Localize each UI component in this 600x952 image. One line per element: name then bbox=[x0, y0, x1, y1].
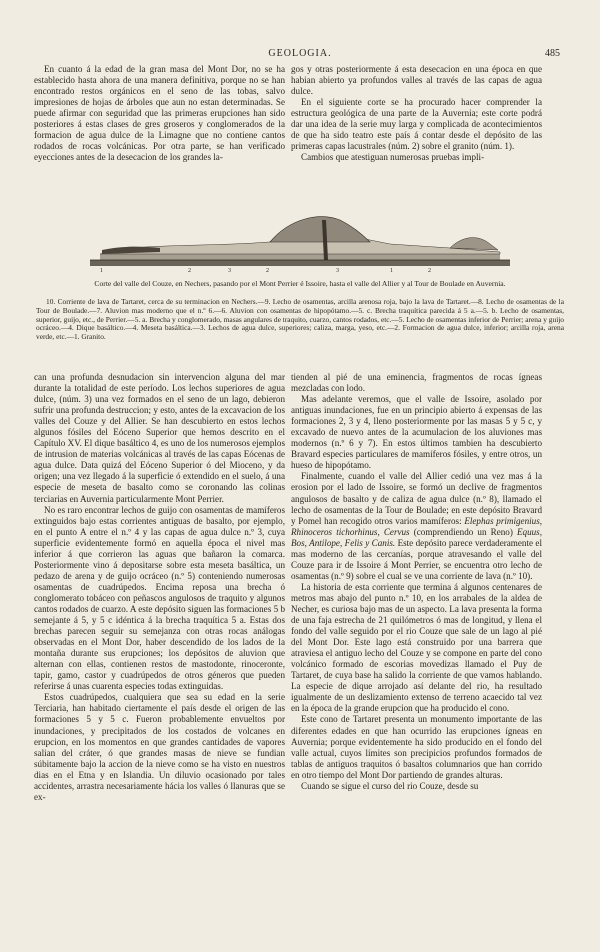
species-list: Equus, Bos, Antilope, Felis y Canis. bbox=[291, 526, 542, 548]
column-top-left bbox=[34, 64, 285, 196]
figure-label: 3 bbox=[336, 268, 339, 274]
figure-label: 2 bbox=[428, 268, 431, 274]
granite-layer bbox=[90, 260, 510, 266]
species-list: Elephas primigenius, Rhinoceros tichorhinus, Cervus bbox=[291, 515, 542, 537]
paragraph: Estos cuadrúpedos, cualquiera que sea su edad en la serie Terciaria, han habitado ciertamente el país desde el origen de las formaciones 5 y 5 c. Fueron probablemente envueltos por inundaciones, y precipitados de los costados de volcanes en erupcion, en los momentos en que grandes cantidades de vapores salian del cráter, ó que grandes masas de nieve se fundian súbitamente bajo la accion de la nieve como se ha visto en nuestros dias en el Etna y en Islandia. Un diluvio ocasionado por tales accidentes, arrastra necesariamente hácia los valles ó llanuras que se ex- bbox=[34, 692, 285, 802]
figure-label: 1 bbox=[100, 268, 103, 274]
figure-label: 2 bbox=[266, 268, 269, 274]
figure-label: 2 bbox=[188, 268, 191, 274]
paragraph: tienden al pié de una eminencia, fragmentos de rocas ígneas mezcladas con lodo. bbox=[291, 372, 542, 394]
text-run: (comprendiendo un Reno) bbox=[413, 526, 513, 537]
legend-text: 10. Corriente de lava de Tartaret, cerca de su terminacion en Nechers.—9. Lecho de osamentas, arcilla arenosa roja, bajo la lava de Tartaret.—8. Lecho de osamentas de la Tour de Boulade.—7. Aluvion mas moderno que el n.º 6.—6. Aluvion con osamentas de hipopótamo.—5. c. Brecha traquítica parecida á 5 a.—5. b. Lecho de osamentas, superior, guijo, etc., de Perrier.—5. a. Brecha y conglomerado, masas angulares de traquito, cuarzo, cantos rodados, etc.—5. Lecho de osamentas inferior de Perrier; arena y guijo ocráceo.—4. Dique basáltico.—4. Meseta basáltica.—3. Lechos de agua dulce, superiores; caliza, marga, yeso, etc.—2. Formacion de agua dulce, inferior; arcilla roja, arena verde, etc.—1. Granito. bbox=[36, 297, 564, 342]
page-number: 485 bbox=[545, 48, 560, 59]
paragraph: No es raro encontrar lechos de guijo con osamentas de mamíferos extinguidos bajo estas corrientes antiguas de basalto, por ejemplo, en el punto A entre el n.º 4 y las capas de agua dulce n.º 3, cuya superficie evidentemente formó en aquella época el nivel mas inferior á que corrieron las aguas que bañaron la comarca. Posteriormente vino á depositarse sobre esta meseta basáltica, un pedazo de arena y de guijo ocráceo (n.º 5) conteniendo numerosas osamentas de cuadrúpedos. Encima reposa una brecha ó conglomerato tobáceo con peñascos angulosos de traquito y algunos cantos rodados de cuarzo. A este depósito siguen las formaciones 5 b semejante á 5, y 5 c idéntica á la brecha traquítica 5 a. Estas dos brechas parecen seguir su semejanza con otras rocas análogas observadas en el Mont Dor, haber descendido de los lados de la montaña durante sus erupciones; los depósitos de aluvion que alternan con ellas, contienen restos de mastodonte, rinoceronte, tapir, gamo, castor y cuadrúpedos de otros géneros que pueden referirse á unas cuarenta especies todas extinguidas. bbox=[34, 504, 285, 692]
paragraph bbox=[291, 471, 542, 581]
figure-legend bbox=[36, 298, 564, 342]
figure-label: 3 bbox=[228, 268, 231, 274]
figure-label: 1 bbox=[390, 268, 393, 274]
mont-perrier-hill bbox=[270, 217, 370, 242]
column-bottom-left bbox=[34, 372, 285, 938]
paragraph: gos y otras posteriormente á esta desecacion en una época en que habian abierto ya profundos valles al través de las capas de agua dulce. bbox=[291, 64, 542, 97]
figure-caption: Corte del valle del Couze, en Nechers, pasando por el Mont Perrier é Issoire, hasta el valle del Allier y al Tour de Boulade en Auvernia. bbox=[94, 279, 506, 288]
paragraph: Mas adelante veremos, que el valle de Issoire, asolado por antiguas inundaciones, fue en un principio abierto á expensas de las formaciones 2, 3 y 4, lleno posteriormente por las masas 5 y 5 c, y excavado de nuevo antes de la acumulacion de los aluviones mas modernos (n.º 6 y 7). En estos últimos tambien ha descubierto Bravard especies particulares de mamíferos fósiles, y entre otros, un hueso de hipopótamo. bbox=[291, 394, 542, 471]
lower-freshwater-layer bbox=[100, 254, 500, 260]
paragraph: Cambios que atestiguan numerosas pruebas impli- bbox=[301, 152, 485, 163]
text-run: Este depósito parece verdaderamente el mas moderno de las cercanías, porque atravesando el valle del Couze para ir de Issoire á Mont Perrier, se encuentra otro lecho de osamentas (n.º 9) sobre el cual se ve una corriente de lava (n.º 10). bbox=[291, 537, 542, 581]
paragraph: La historia de esta corriente que termina á algunos centenares de metros mas abajo del punto n.º 10, en los arrabales de la aldea de Necher, es curiosa bajo mas de un aspecto. La lava presenta la forma de una faja estrecha de 21 quilómetros ó mas de longitud, y llena el fondo del valle seguido por el rio Couze que sale de un lago al pié del Mont Dor. Este lago está construido por una barrera que atraviesa el antiguo lecho del Couze y se compone en parte del cono volcánico formado de escorias movedizas llamado el Puy de Tartaret, de cuya base ha salido la corriente de que vamos hablando. La especie de dique arrojado así delante del rio, ha resultado igualmente de un deslizamiento extenso de terreno acaecido tal vez en la época de la grande erupcion que ha producido el cono. bbox=[291, 581, 542, 714]
paragraph: can una profunda desnudacion sin intervencion alguna del mar durante la totalidad de este período. Los lechos superiores de agua dulce, (núm. 3) una vez formados en el seno de un lago, debieron sufrir una profunda destruccion; y esto, antes de la excavacion de los valles del Couze y del Allier. Se han descubierto en estos lechos algunos fósiles del Eóceno Superior que hemos descrito en el Capítulo XV. El dique basáltico 4, es uno de los numerosos ejemplos de intrusion de materias volcánicas al través de las capas Eócenas de agua dulce. Data quizá del Eóceno Superior ó del Mioceno, y da origen; una vez llegado á la superficie ó extendido en el suelo, á una especie de meseta de basalto como se coronando las colinas terciarias en Auvernia particularmente Mont Perrier. bbox=[34, 372, 285, 504]
paragraph: En el siguiente corte se ha procurado hacer comprender la estructura geológica de una parte de la Auvernia; este corte podrá dar una idea de la serie muy larga y complicada de acontecimientos de que ha sido teatro este país á contar desde el depósito de las primeras capas lacustrales (núm. 2) sobre el granito (núm. 1). bbox=[291, 97, 542, 152]
boulade-tower-hill bbox=[450, 238, 498, 250]
paragraph: En cuanto á la edad de la gran masa del Mont Dor, no se ha establecido hasta ahora de una manera definitiva, porque no se han encontrado restos orgánicos en el seno de las tobas, salvo impresiones de hojas de árboles que aun no estan determinadas. Se puede afirmar con seguridad que las primeras erupciones han sido posteriores á estas clases de gres groseros y conglomerados de la formacion de agua dulce de la Limagne que no contiene cantos rodados de rocas volcánicas. Por otra parte, se han verificado eyecciones antes de la desecacion de los grandes la- bbox=[34, 64, 285, 163]
paragraph: Este cono de Tartaret presenta un monumento importante de las diferentes edades en que han ocurrido las erupciones ígneas en Auvernia; porque evidentemente ha sido producido en el fondo del valle actual, cuyos límites son precipicios profundos formados de tablas de antiguos traquitos ó basaltos columnarios que han corrido en otro tiempo del Mont Dor partiendo de grandes alturas. bbox=[291, 714, 542, 780]
column-bottom-right bbox=[291, 372, 542, 938]
column-top-right bbox=[291, 64, 542, 196]
page-header bbox=[40, 48, 560, 64]
geological-section-figure bbox=[90, 210, 510, 274]
running-title: GEOLOGIA. bbox=[268, 48, 332, 59]
text-run: Finalmente, cuando el valle del Allier cedió una vez mas á la erosion por el lado de Issoire, se formó un declive de fragmentos angulosos de basalto y de caliza de agua dulce (n.º 8), llamado el lecho de osamentas de la Tour de Boulade; en este depósito Bravard y Pomel han recogido otros varios mamíferos: bbox=[291, 471, 542, 526]
paragraph: Cuando se sigue el curso del rio Couze, desde su bbox=[301, 780, 479, 791]
